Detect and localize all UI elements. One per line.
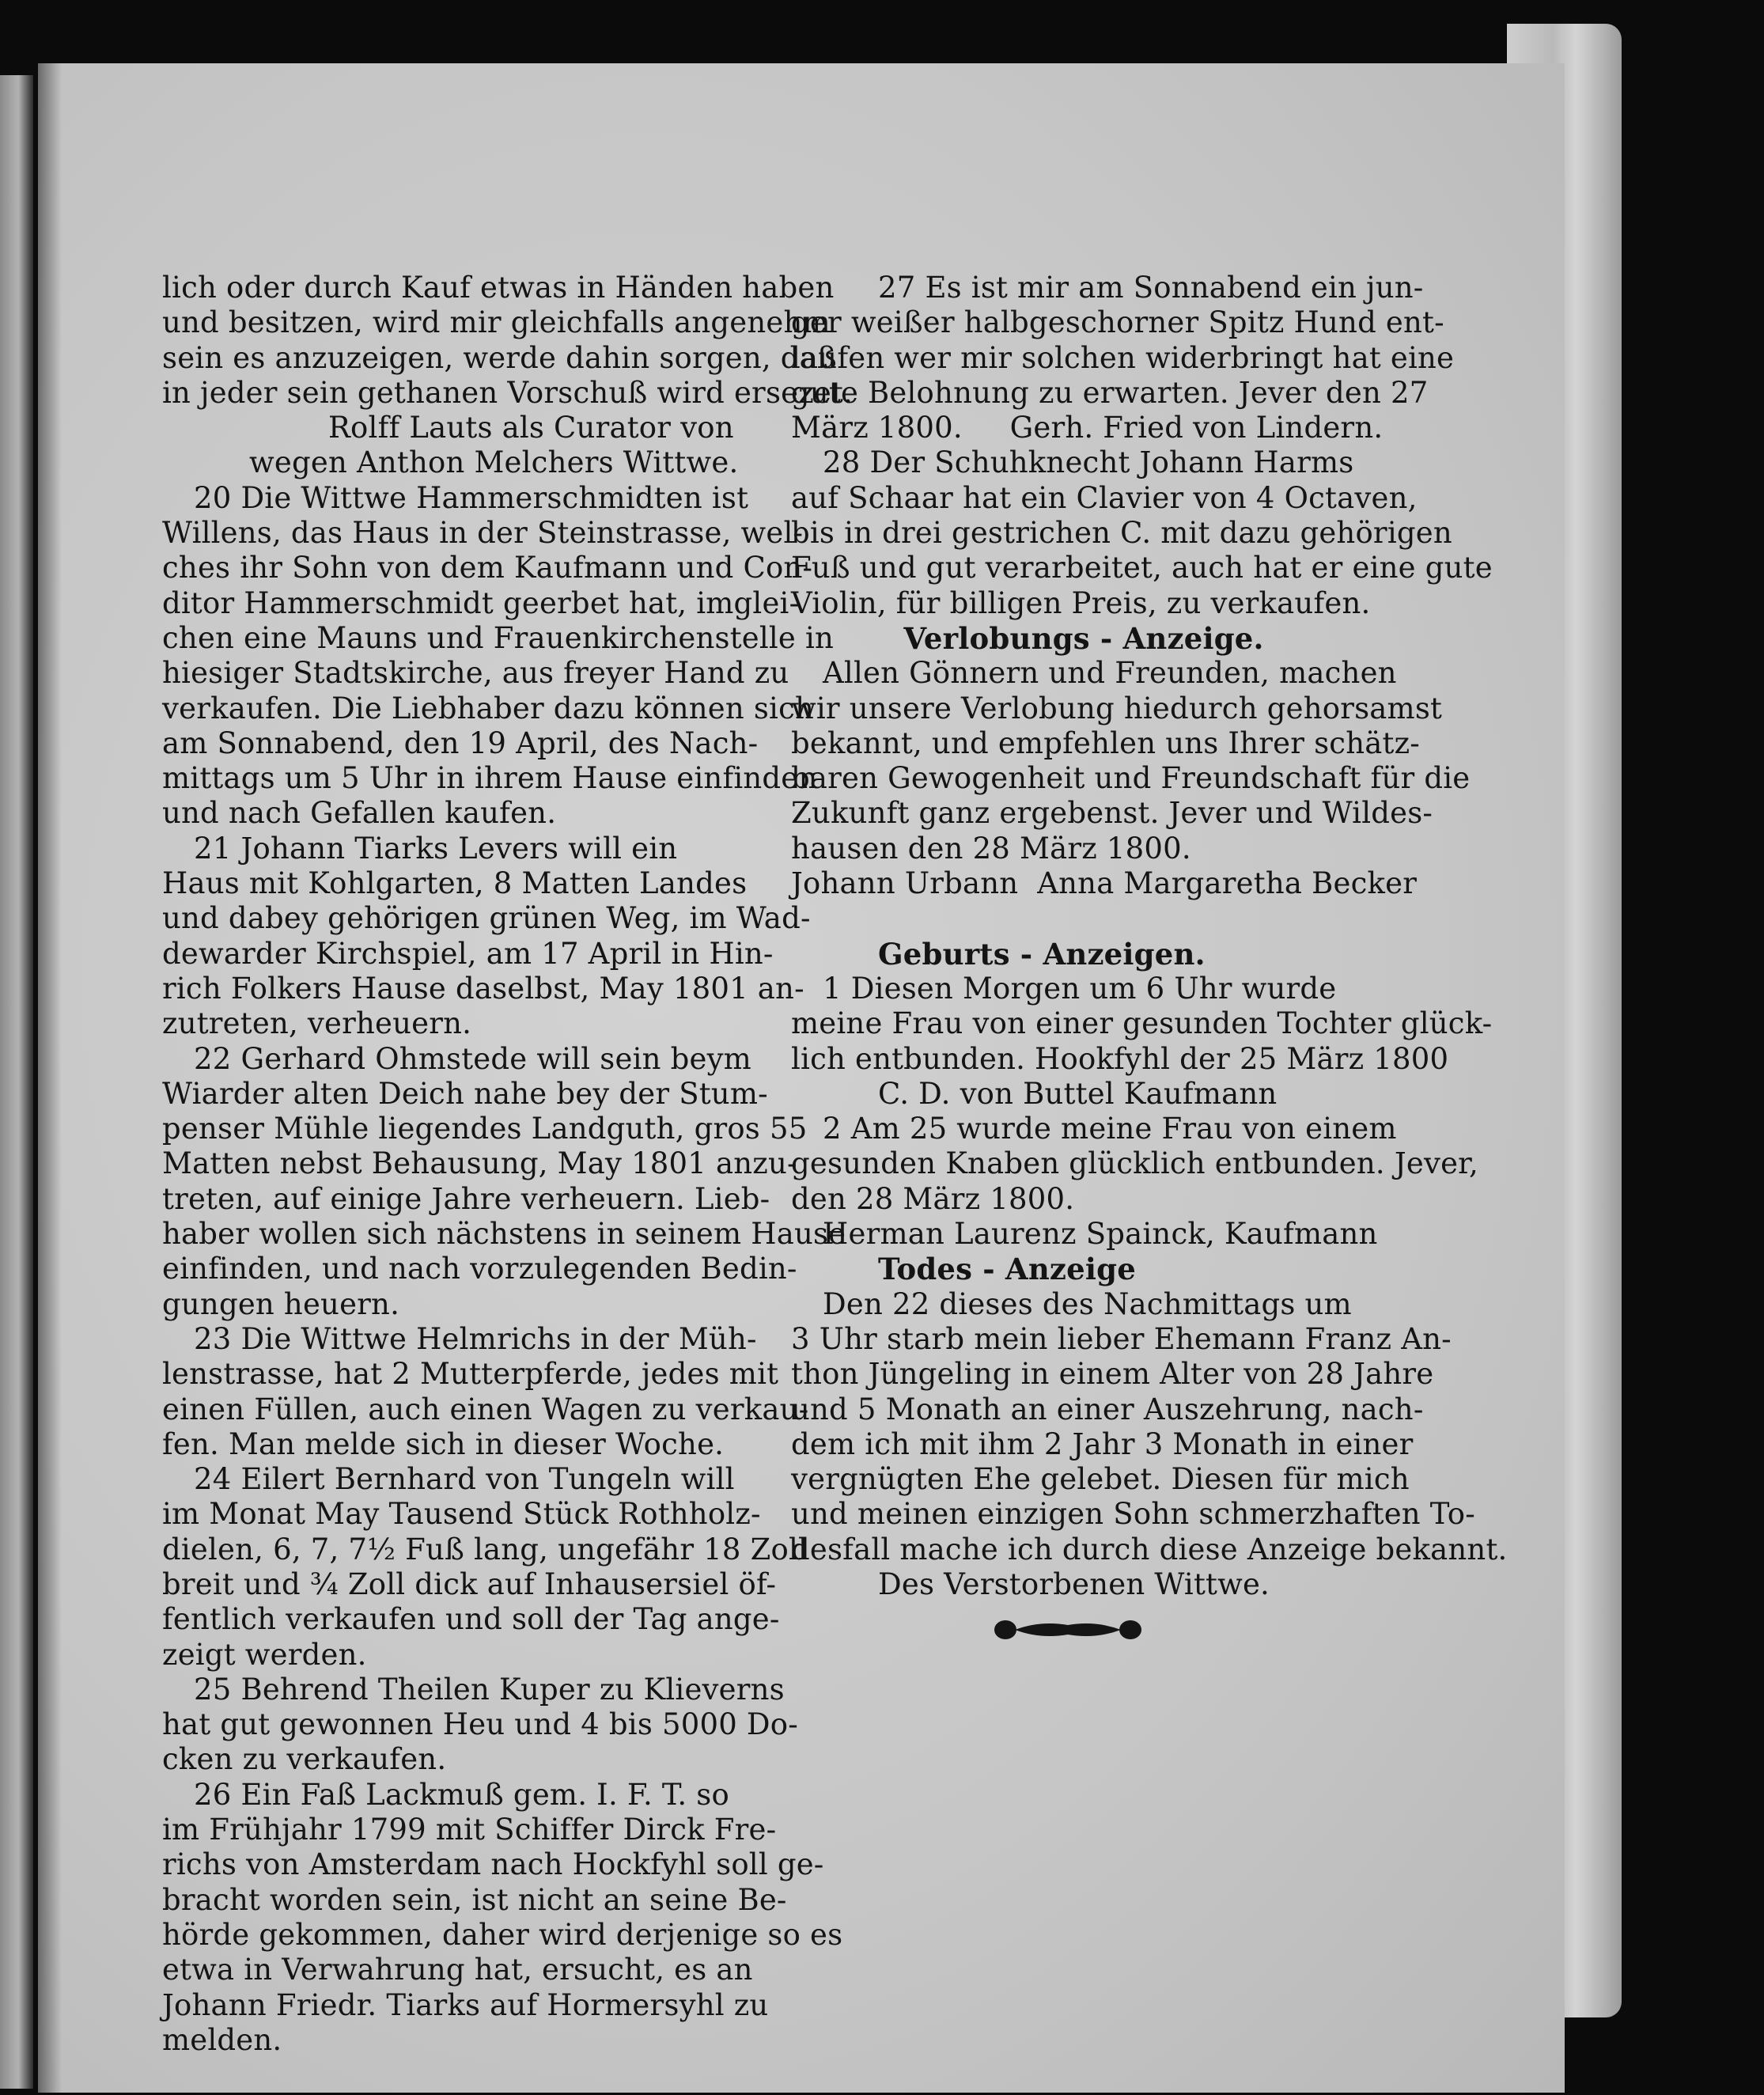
text-line: Zukunft ganz ergebenst. Jever und Wildes-: [791, 796, 1433, 831]
text-line: im Frühjahr 1799 mit Schiffer Dirck Fre-: [162, 1813, 777, 1847]
text-line: einfinden, und nach vorzulegenden Bedin-: [162, 1252, 797, 1286]
signature-line: wegen Anthon Melchers Wittwe.: [249, 445, 739, 480]
text-line: lich entbunden. Hookfyhl der 25 März 1800: [791, 1041, 1449, 1076]
text-line: den 28 März 1800.: [791, 1181, 1075, 1216]
text-line: und besitzen, wird mir gleichfalls angenehm: [162, 305, 831, 340]
text-line: zutreten, verheuern.: [162, 1006, 472, 1041]
text-line: baren Gewogenheit und Freundschaft für die: [791, 761, 1471, 796]
text-line: thon Jüngeling in einem Alter von 28 Jahre: [791, 1357, 1434, 1392]
text-line: 1 Diesen Morgen um 6 Uhr wurde: [823, 971, 1337, 1006]
text-line: rich Folkers Hause daselbst, May 1801 an-: [162, 971, 804, 1006]
left-column: [162, 271, 854, 2058]
text-line: einen Füllen, auch einen Wagen zu verkau-: [162, 1392, 809, 1426]
text-line: lich oder durch Kauf etwas in Händen haben: [162, 271, 835, 305]
text-line: meine Frau von einer gesunden Tochter glück-: [791, 1006, 1493, 1041]
text-line: 25 Behrend Theilen Kuper zu Klieverns: [194, 1672, 785, 1707]
signature-line: März 1800. Gerh. Fried von Lindern.: [791, 411, 1384, 445]
text-line: bekannt, und empfehlen uns Ihrer schätz-: [791, 725, 1420, 760]
text-line: und meinen einzigen Sohn schmerzhaften To-: [791, 1497, 1475, 1532]
text-line: ches ihr Sohn von dem Kaufmann und Con-: [162, 551, 813, 585]
section-heading: Verlobungs - Anzeige.: [903, 620, 1264, 656]
text-line: 26 Ein Faß Lackmuß gem. I. F. T. so: [194, 1777, 729, 1812]
text-line: dewarder Kirchspiel, am 17 April in Hin-: [162, 936, 774, 971]
text-line: am Sonnabend, den 19 April, des Nach-: [162, 725, 759, 760]
text-line: 20 Die Wittwe Hammerschmidten ist: [194, 480, 749, 515]
signature-line: Des Verstorbenen Wittwe.: [878, 1567, 1270, 1601]
text-line: desfall mache ich durch diese Anzeige bekannt.: [791, 1532, 1508, 1567]
signature-line: Rolff Lauts als Curator von: [328, 411, 734, 445]
text-line: Allen Gönnern und Freunden, machen: [823, 656, 1397, 691]
text-line: breit und ¾ Zoll dick auf Inhausersiel öf-: [162, 1567, 777, 1601]
text-line: dem ich mit ihm 2 Jahr 3 Monath in einer: [791, 1426, 1414, 1461]
text-line: wir unsere Verlobung hiedurch gehorsamst: [791, 691, 1443, 725]
text-line: cken zu verkaufen.: [162, 1742, 447, 1777]
section-heading: Geburts - Anzeigen.: [878, 936, 1206, 972]
text-line: mittags um 5 Uhr in ihrem Hause einfinden: [162, 761, 818, 796]
text-line: sein es anzuzeigen, werde dahin sorgen, daß: [162, 340, 837, 375]
ornament-divider-icon: [993, 1614, 1143, 1646]
text-line: 23 Die Wittwe Helmrichs in der Müh-: [194, 1321, 757, 1356]
text-line: hausen den 28 März 1800.: [791, 831, 1191, 866]
text-line: chen eine Mauns und Frauenkirchenstelle in: [162, 620, 835, 655]
text-line: laufen wer mir solchen widerbringt hat eine: [791, 340, 1455, 375]
text-line: Haus mit Kohlgarten, 8 Matten Landes: [162, 866, 748, 901]
text-line: gesunden Knaben glücklich entbunden. Jever,: [791, 1146, 1478, 1181]
text-line: Johann Friedr. Tiarks auf Hormersyhl zu: [162, 1987, 769, 2022]
text-line: bracht worden sein, ist nicht an seine Be-: [162, 1882, 787, 1917]
left-page-edge: [0, 75, 33, 2089]
text-line: auf Schaar hat ein Clavier von 4 Octaven,: [791, 480, 1418, 515]
text-line: verkaufen. Die Liebhaber dazu können sich: [162, 691, 815, 725]
text-line: ditor Hammerschmidt geerbet hat, imglei-: [162, 585, 800, 620]
text-line: treten, auf einige Jahre verheuern. Lieb-: [162, 1181, 770, 1216]
text-line: 2 Am 25 wurde meine Frau von einem: [823, 1112, 1397, 1146]
section-heading: Todes - Anzeige: [878, 1252, 1136, 1287]
text-line: melden.: [162, 2022, 282, 2057]
signature-line: Herman Laurenz Spainck, Kaufmann: [823, 1217, 1378, 1252]
signature-line: C. D. von Buttel Kaufmann: [878, 1076, 1278, 1111]
gutter-shadow: [38, 63, 62, 2093]
text-line: Matten nebst Behausung, May 1801 anzu-: [162, 1146, 797, 1181]
text-line: und nach Gefallen kaufen.: [162, 796, 557, 831]
text-line: gute Belohnung zu erwarten. Jever den 27: [791, 375, 1429, 410]
text-line: 28 Der Schuhknecht Johann Harms: [823, 445, 1354, 480]
text-line: Wiarder alten Deich nahe bey der Stum-: [162, 1076, 768, 1111]
text-line: im Monat May Tausend Stück Rothholz-: [162, 1497, 761, 1532]
text-line: und dabey gehörigen grünen Weg, im Wad-: [162, 901, 811, 936]
text-line: in jeder sein gethanen Vorschuß wird ersezet.: [162, 375, 854, 410]
text-line: ger weißer halbgeschorner Spitz Hund ent-: [791, 305, 1444, 340]
text-line: 27 Es ist mir am Sonnabend ein jun-: [878, 271, 1424, 305]
text-line: dielen, 6, 7, 7½ Fuß lang, ungefähr 18 Zoll: [162, 1532, 808, 1567]
text-line: etwa in Verwahrung hat, ersucht, es an: [162, 1953, 753, 1987]
text-line: zeigt werden.: [162, 1637, 367, 1672]
text-line: richs von Amsterdam nach Hockfyhl soll ge-: [162, 1847, 824, 1882]
text-line: hörde gekommen, daher wird derjenige so es: [162, 1917, 843, 1952]
text-line: Fuß und gut verarbeitet, auch hat er eine gute: [791, 551, 1493, 585]
text-line: 3 Uhr starb mein lieber Ehemann Franz An-: [791, 1321, 1452, 1356]
text-line: lenstrasse, hat 2 Mutterpferde, jedes mit: [162, 1357, 779, 1392]
text-line: penser Mühle liegendes Landguth, gros 55: [162, 1112, 808, 1146]
text-line: fentlich verkaufen und soll der Tag ange-: [162, 1602, 780, 1637]
text-line: gungen heuern.: [162, 1286, 400, 1321]
blank-line: [791, 901, 1376, 936]
right-column: [791, 271, 1508, 1602]
text-line: fen. Man melde sich in dieser Woche.: [162, 1426, 725, 1461]
text-line: bis in drei gestrichen C. mit dazu gehörigen: [791, 516, 1452, 551]
text-line: 24 Eilert Bernhard von Tungeln will: [194, 1462, 735, 1497]
text-line: haber wollen sich nächstens in seinem Hause: [162, 1217, 846, 1252]
text-line: Violin, für billigen Preis, zu verkaufen.: [791, 585, 1371, 620]
text-line: hat gut gewonnen Heu und 4 bis 5000 Do-: [162, 1707, 798, 1742]
text-line: vergnügten Ehe gelebet. Diesen für mich: [791, 1462, 1410, 1497]
text-line: Den 22 dieses des Nachmittags um: [823, 1286, 1352, 1321]
text-line: 22 Gerhard Ohmstede will sein beym: [194, 1041, 751, 1076]
text-line: Willens, das Haus in der Steinstrasse, wel-: [162, 516, 804, 551]
text-line: hiesiger Stadtskirche, aus freyer Hand zu: [162, 656, 789, 691]
text-line: 21 Johann Tiarks Levers will ein: [194, 831, 678, 866]
signature-line: Johann Urbann Anna Margaretha Becker: [791, 866, 1418, 901]
text-line: und 5 Monath an einer Auszehrung, nach-: [791, 1392, 1424, 1426]
